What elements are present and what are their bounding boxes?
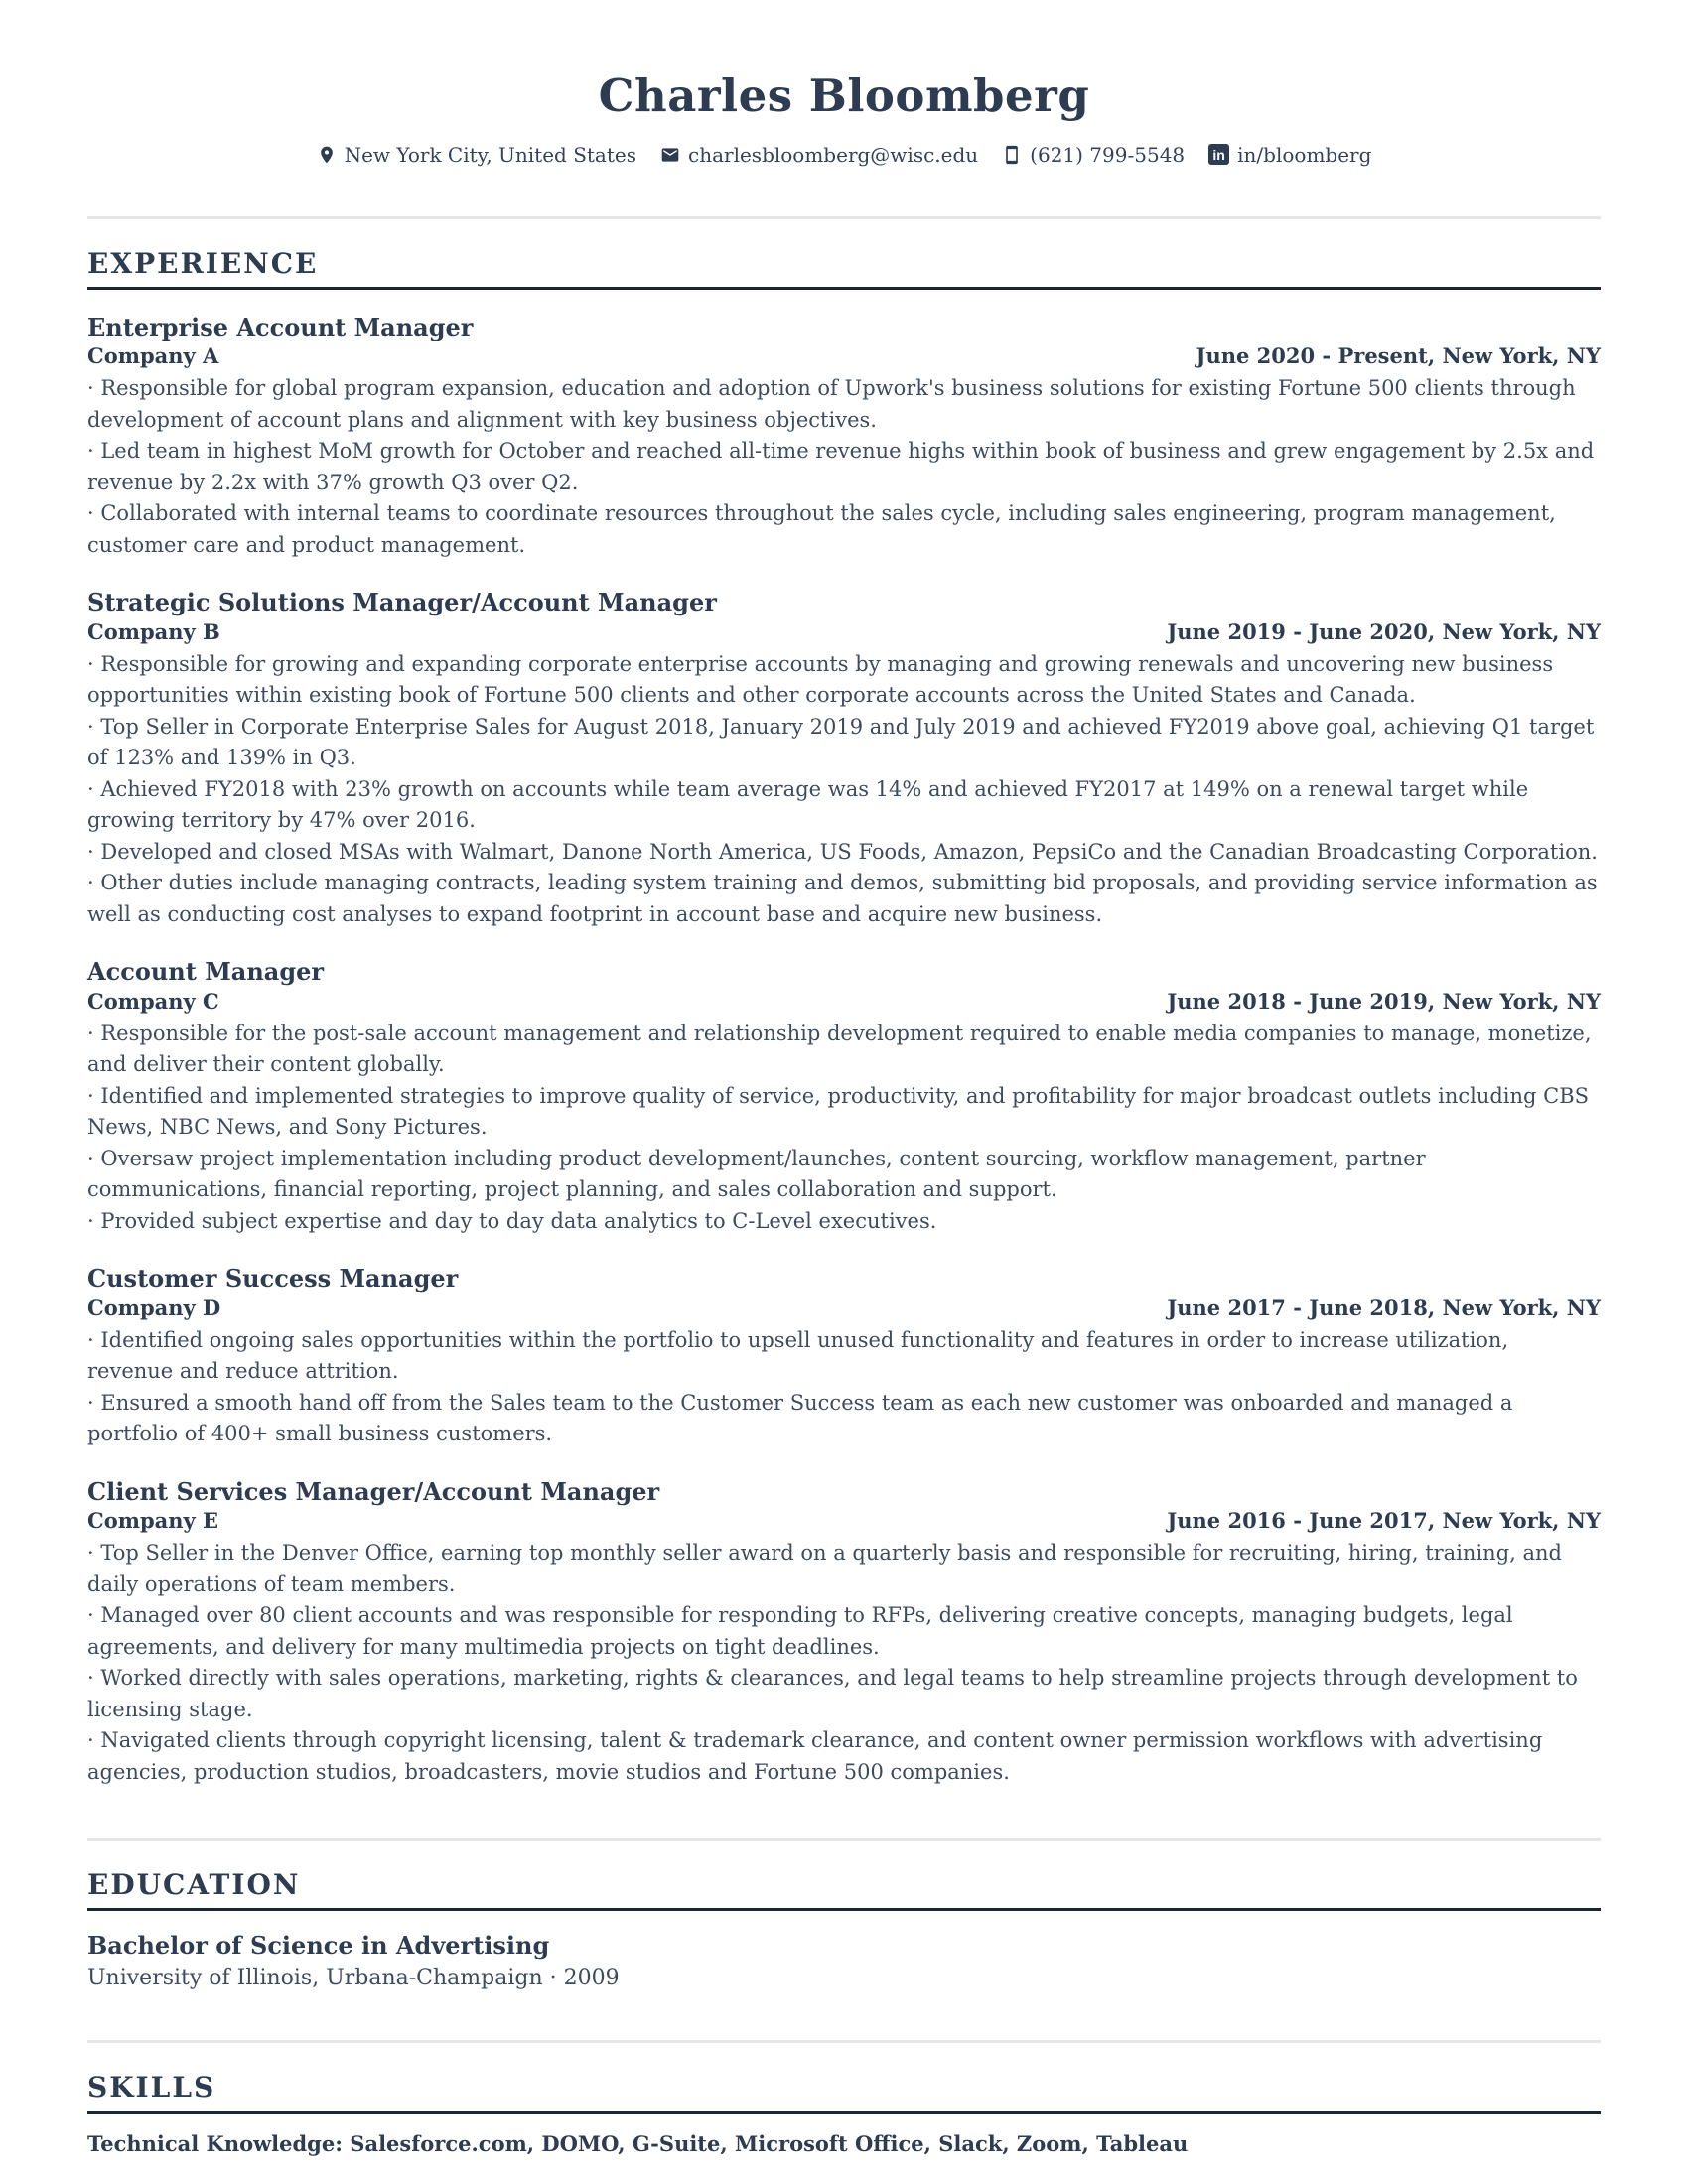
section-divider [87,2040,1601,2043]
bullet-item: · Navigated clients through copyright licensing, talent & trademark clearance, and content owner permission workflows with advertising agencies, production studios, broadcasters, movie studios and Fortune 500 companies. [87,1725,1601,1788]
bullet-list [87,1325,1601,1450]
bullet-item: · Ensured a smooth hand off from the Sales team to the Customer Success team as each new customer was onboarded and managed a portfolio of 400+ small business customers. [87,1388,1601,1450]
job-title: Account Manager [87,957,325,987]
contact-location [317,143,636,167]
email-icon [660,145,680,165]
bullet-list [87,1019,1601,1238]
bullet-item: · Other duties include managing contracts, leading system training and demos, submitting bid proposals, and providing service information as well as conducting cost analyses to expand footprint in account base and acquire new business. [87,868,1601,930]
phone-icon [1002,145,1022,165]
job-dates: June 2016 - June 2017, New York, NY [1167,1508,1601,1534]
contact-row [87,143,1601,167]
section-rule [87,2111,1601,2114]
bullet-item: · Worked directly with sales operations, marketing, rights & clearances, and legal teams to help streamline projects through development to licensing stage. [87,1663,1601,1725]
company-name: Company D [87,1295,221,1320]
contact-linkedin-text: in/bloomberg [1237,142,1372,167]
contact-linkedin [1208,143,1371,167]
bullet-item: · Achieved FY2018 with 23% growth on accounts while team average was 14% and achieved FY2017 at 149% on a renewal target while growing territory by 47% over 2016. [87,774,1601,837]
experience-entry [87,314,1601,562]
contact-phone-text: (621) 799-5548 [1030,142,1186,167]
skills-text: Technical Knowledge: Salesforce.com, DOMO, G-Suite, Microsoft Office, Slack, Zoom, Tableau [87,2131,1189,2157]
job-dates: June 2019 - June 2020, New York, NY [1167,618,1601,644]
bullet-item: · Responsible for growing and expanding corporate enterprise accounts by managing and growing renewals and uncovering new business opportunities within existing book of Fortune 500 clients and other corporate accounts across the United States and Canada. [87,649,1601,712]
contact-phone [1002,143,1185,167]
page-title: Charles Bloomberg [598,69,1090,122]
bullet-item: · Managed over 80 client accounts and was responsible for responding to RFPs, delivering creative concepts, managing budgets, legal agreements, and delivery for many multimedia projects on tight deadlines. [87,1600,1601,1663]
company-name: Company A [87,343,219,369]
contact-location-text: New York City, United States [344,142,636,167]
job-dates: June 2020 - Present, New York, NY [1196,343,1601,369]
education-school: University of Illinois, Urbana-Champaign · 2009 [87,1966,620,1991]
experience-entry [87,1265,1601,1450]
header-divider [87,216,1601,219]
bullet-list [87,649,1601,931]
section-skills [87,2071,1601,2156]
bullet-item: · Identified and implemented strategies to improve quality of service, productivity, and profitability for major broadcast outlets including CBS News, NBC News, and Sony Pictures. [87,1081,1601,1144]
resume-page [87,0,1601,2156]
linkedin-icon: in [1208,144,1229,165]
job-title: Customer Success Manager [87,1264,459,1294]
section-experience [87,247,1601,1789]
bullet-item: · Identified ongoing sales opportunities within the portfolio to upsell unused functionality and features in order to increase utilization, revenue and reduce attrition. [87,1325,1601,1388]
bullet-list [87,1538,1601,1788]
contact-email [660,143,978,167]
experience-entry [87,958,1601,1237]
section-title: SKILLS [87,2071,216,2105]
bullet-item: · Responsible for the post-sale account management and relationship development required to enable media companies to manage, monetize, and deliver their content globally. [87,1019,1601,1081]
section-title: EXPERIENCE [87,246,319,280]
bullet-item: · Top Seller in the Denver Office, earning top monthly seller award on a quarterly basis and responsible for recruiting, hiring, training, and daily operations of team members. [87,1538,1601,1600]
job-title: Strategic Solutions Manager/Account Manager [87,588,717,617]
job-dates: June 2018 - June 2019, New York, NY [1167,988,1601,1014]
experience-entry [87,1478,1601,1789]
bullet-list [87,373,1601,561]
section-education [87,1868,1601,1990]
education-degree: Bachelor of Science in Advertising [87,1931,550,1961]
bullet-item: · Provided subject expertise and day to day data analytics to C-Level executives. [87,1206,1601,1238]
bullet-item: · Responsible for global program expansion, education and adoption of Upwork's business solutions for existing Fortune 500 clients through development of account plans and alignment with key business objectives. [87,373,1601,436]
bullet-item: · Top Seller in Corporate Enterprise Sales for August 2018, January 2019 and July 2019 and achieved FY2019 above goal, achieving Q1 target of 123% and 139% in Q3. [87,712,1601,774]
job-title: Enterprise Account Manager [87,312,474,341]
section-divider [87,1838,1601,1841]
job-dates: June 2017 - June 2018, New York, NY [1167,1295,1601,1320]
bullet-item: · Led team in highest MoM growth for October and reached all-time revenue highs within book of business and grew engagement by 2.5x and revenue by 2.2x with 37% growth Q3 over Q2. [87,436,1601,498]
section-rule [87,1908,1601,1911]
section-rule [87,287,1601,290]
experience-entry [87,589,1601,930]
section-title: EDUCATION [87,1868,301,1902]
company-name: Company C [87,988,219,1014]
contact-email-text: charlesbloomberg@wisc.edu [688,142,979,167]
bullet-item: · Oversaw project implementation including product development/launches, content sourcing, workflow management, partner communications, financial reporting, project planning, and sales collaboration and support. [87,1144,1601,1206]
company-name: Company E [87,1508,219,1534]
bullet-item: · Collaborated with internal teams to coordinate resources throughout the sales cycle, including sales engineering, program management, customer care and product management. [87,498,1601,561]
location-pin-icon [317,145,337,165]
company-name: Company B [87,618,220,644]
job-title: Client Services Manager/Account Manager [87,1476,660,1506]
bullet-item: · Developed and closed MSAs with Walmart, Danone North America, US Foods, Amazon, PepsiCo and the Canadian Broadcasting Corporation. [87,837,1601,869]
